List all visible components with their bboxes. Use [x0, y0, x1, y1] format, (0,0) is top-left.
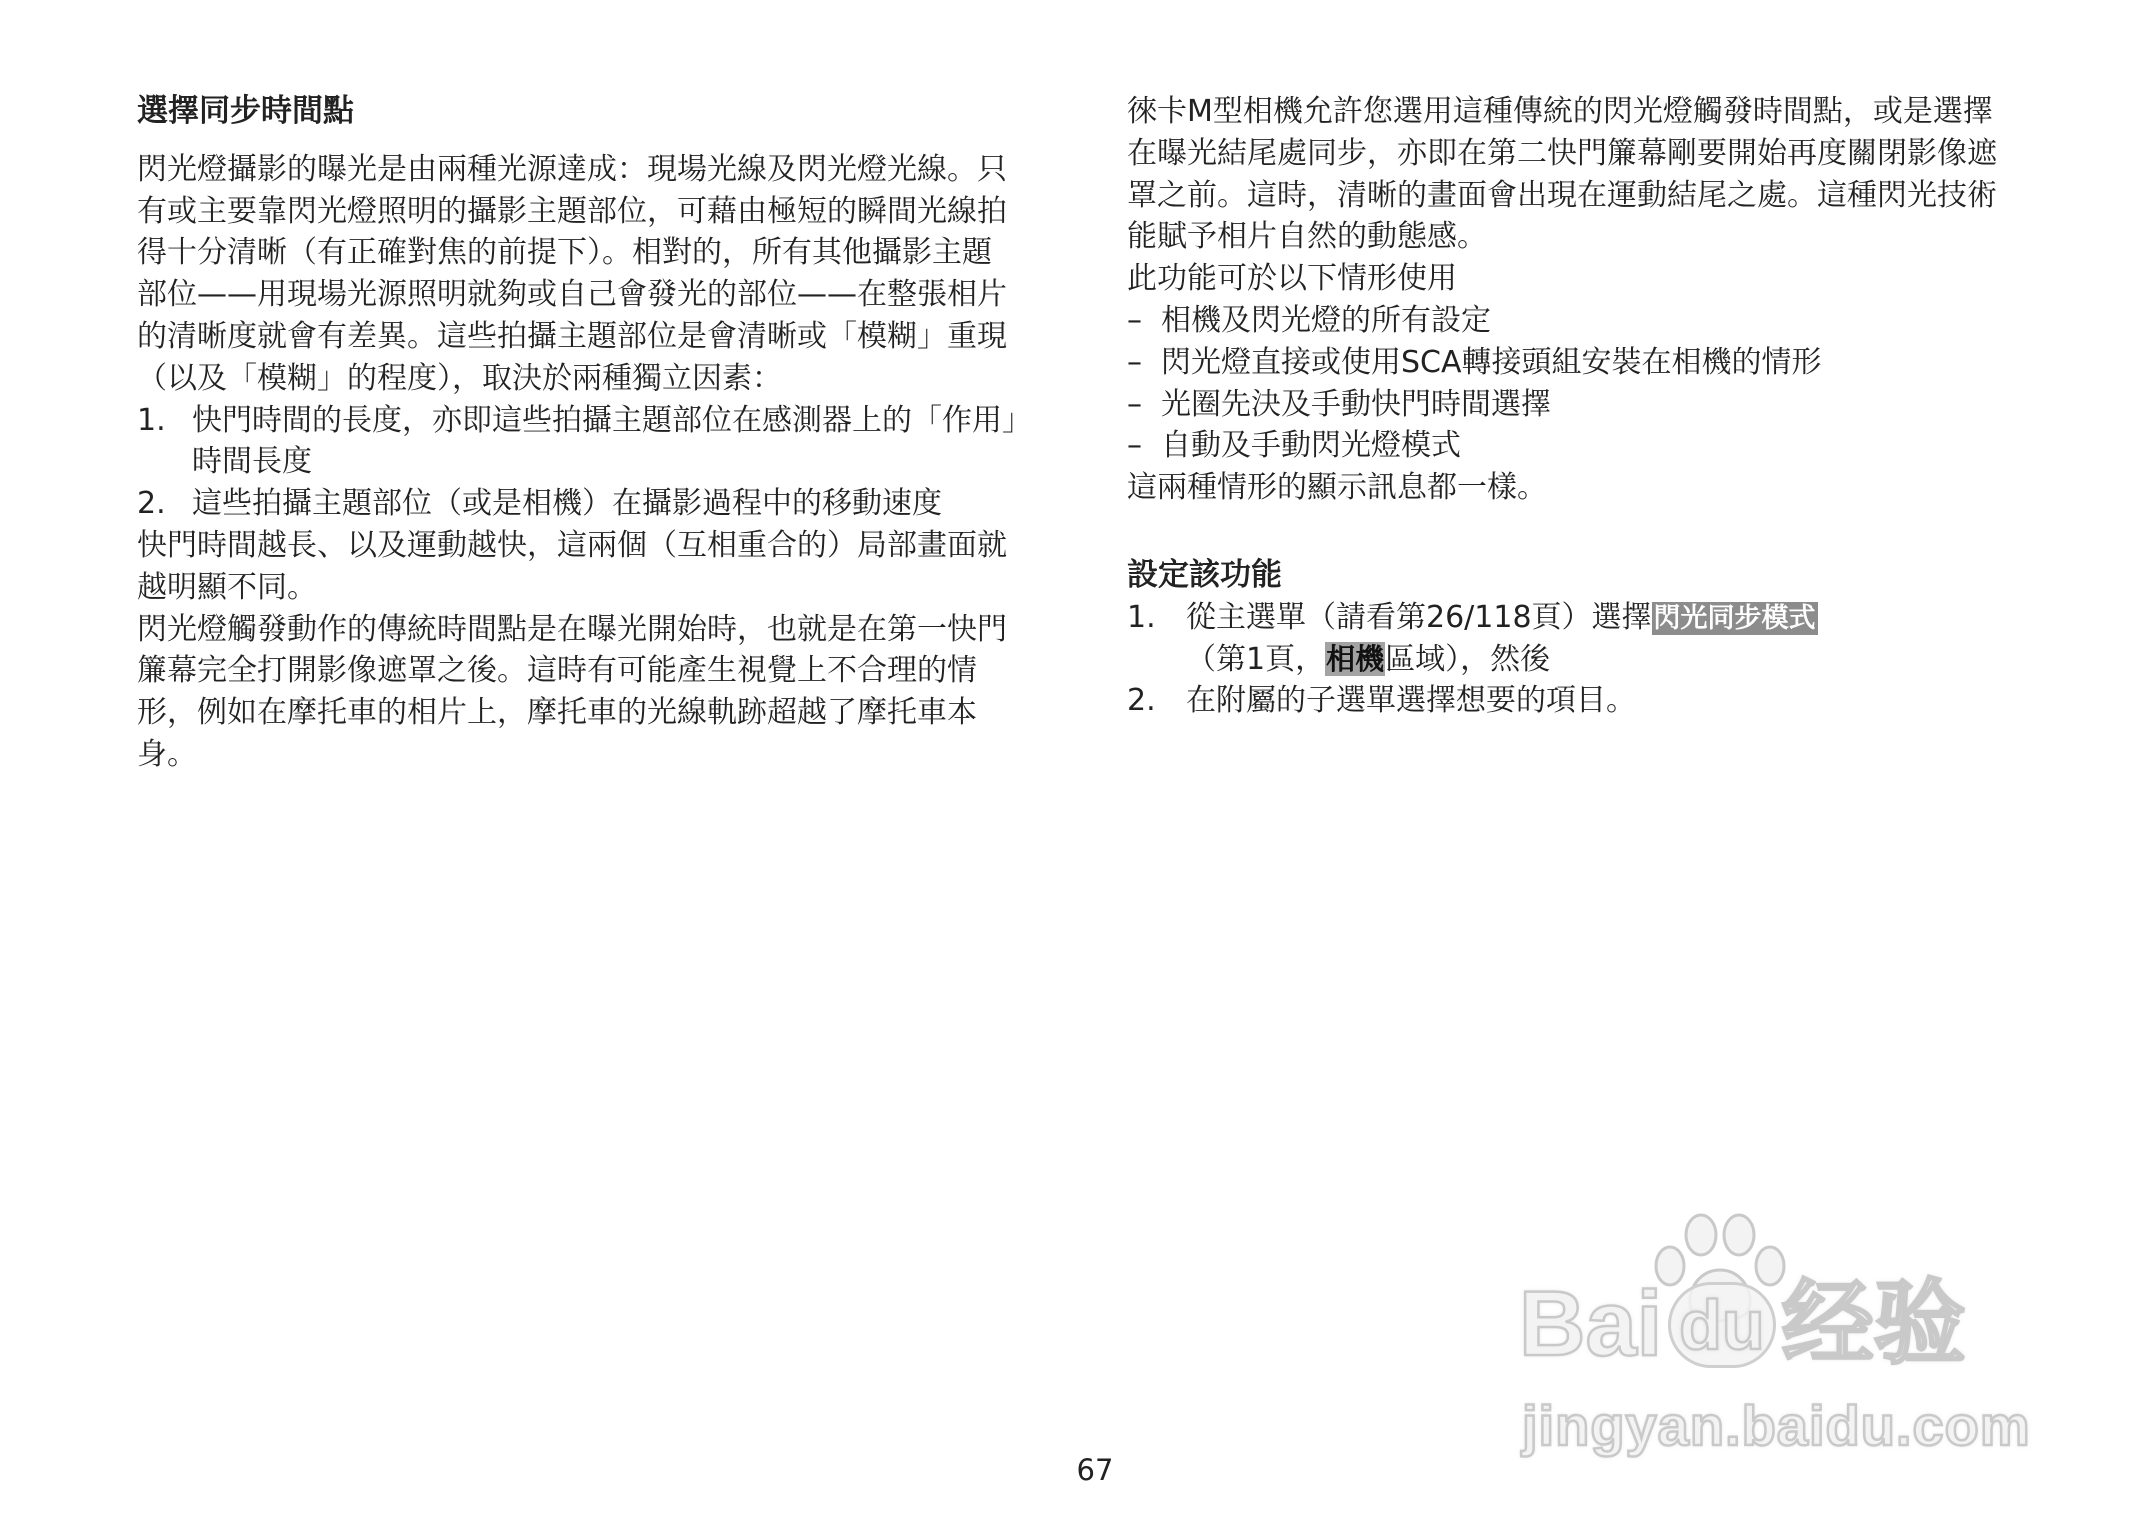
usage-item-text: 相機及閃光燈的所有設定 — [1161, 302, 1491, 338]
paragraph — [137, 609, 1077, 776]
step-text: 區域），然後 — [1385, 641, 1551, 677]
usage-item-text: 自動及手動閃光燈模式 — [1161, 428, 1461, 464]
list-item-line: 這些拍攝主題部位（或是相機）在攝影過程中的移動速度 — [192, 486, 942, 522]
list-number: 1. — [137, 402, 166, 438]
setup-heading: 設定該功能 — [1127, 556, 1282, 593]
paragraph-line: 罩之前。這時，清晰的畫面會出現在運動結尾之處。這種閃光技術 — [1127, 177, 1997, 213]
dash-marker: – — [1127, 344, 1142, 380]
paragraph-line: 在曝光結尾處同步，亦即在第二快門簾幕剛要開始再度關閉影像遮 — [1127, 135, 1997, 171]
usage-item-text: 光圈先決及手動快門時間選擇 — [1161, 386, 1551, 422]
watermark-du-badge: du — [1668, 1282, 1776, 1368]
menu-item-flash-sync-mode: 閃光同步模式 — [1653, 602, 1816, 634]
intro-line: 有或主要靠閃光燈照明的攝影主題部位，可藉由極短的瞬間光線拍 — [137, 193, 1007, 229]
step-text: （第1頁， — [1186, 641, 1326, 677]
intro-line: （以及「模糊」的程度），取決於兩種獨立因素： — [137, 360, 782, 396]
paragraph-line: 閃光燈觸發動作的傳統時間點是在曝光開始時，也就是在第一快門 — [137, 611, 1007, 647]
setup-step — [1127, 597, 2067, 681]
paragraph — [1127, 91, 2067, 258]
usage-list-item — [1127, 384, 2067, 426]
paragraph — [137, 525, 1077, 609]
usage-list-item — [1127, 342, 2067, 384]
right-column — [1127, 91, 2067, 722]
watermark-url: jingyan.baidu.com — [1522, 1394, 2031, 1457]
usage-list — [1127, 300, 2067, 467]
paragraph-line: 能賦予相片自然的動態感。 — [1127, 219, 1487, 255]
usage-intro: 此功能可於以下情形使用 — [1127, 261, 1457, 297]
step-number: 2. — [1127, 683, 1156, 719]
paragraph-line: 越明顯不同。 — [137, 569, 317, 605]
usage-item-text: 閃光燈直接或使用SCA轉接頭組安裝在相機的情形 — [1161, 344, 1822, 380]
paragraph-line: 快門時間越長、以及運動越快，這兩個（互相重合的）局部畫面就 — [137, 527, 1007, 563]
step-number: 1. — [1127, 599, 1156, 635]
list-item-line: 快門時間的長度，亦即這些拍攝主題部位在感測器上的「作用」 — [192, 402, 1032, 438]
list-item-body — [192, 483, 942, 525]
step-body — [1186, 597, 1818, 681]
step-line: 在附屬的子選單選擇想要的項目。 — [1186, 683, 1636, 719]
intro-line: 閃光燈攝影的曝光是由兩種光源達成：現場光線及閃光燈光線。只 — [137, 151, 1007, 187]
left-column — [137, 91, 1077, 776]
step-body — [1186, 680, 1636, 722]
setup-step — [1127, 680, 2067, 722]
section-title: 選擇同步時間點 — [137, 93, 354, 129]
step-line — [1186, 597, 1818, 639]
intro-paragraph — [137, 149, 1077, 400]
watermark-brand — [1519, 1273, 1966, 1375]
dash-marker: – — [1127, 428, 1142, 464]
list-number: 2. — [137, 486, 166, 522]
watermark-latin: Bai — [1519, 1273, 1663, 1375]
watermark-cn: 经验 — [1781, 1273, 1966, 1375]
intro-line: 得十分清晰（有正確對焦的前提下）。相對的，所有其他攝影主題 — [137, 235, 992, 271]
paragraph-line: 身。 — [137, 736, 197, 772]
paragraph-line: 簾幕完全打開影像遮罩之後。這時有可能產生視覺上不合理的情 — [137, 653, 977, 689]
list-item-body — [192, 400, 1032, 484]
intro-line: 部位——用現場光源照明就夠或自己會發光的部位——在整張相片 — [137, 277, 1007, 313]
list-item-line: 時間長度 — [192, 444, 312, 480]
intro-line: 的清晰度就會有差異。這些拍攝主題部位是會清晰或「模糊」重現 — [137, 318, 1007, 354]
menu-section-camera: 相機 — [1326, 641, 1385, 676]
usage-list-item — [1127, 425, 2067, 467]
usage-note: 這兩種情形的顯示訊息都一樣。 — [1127, 470, 1547, 506]
factor-list-item — [137, 400, 1077, 484]
factor-list-item — [137, 483, 1077, 525]
dash-marker: – — [1127, 302, 1142, 338]
paragraph-line: 形，例如在摩托車的相片上，摩托車的光線軌跡超越了摩托車本 — [137, 695, 977, 731]
step-text: 從主選單（請看第26/118頁）選擇 — [1186, 599, 1652, 635]
paragraph-line: 徠卡M型相機允許您選用這種傳統的閃光燈觸發時間點，或是選擇 — [1127, 94, 1993, 129]
step-line — [1186, 639, 1818, 681]
page-number: 67 — [1076, 1453, 1114, 1487]
dash-marker: – — [1127, 386, 1142, 422]
usage-list-item — [1127, 300, 2067, 342]
